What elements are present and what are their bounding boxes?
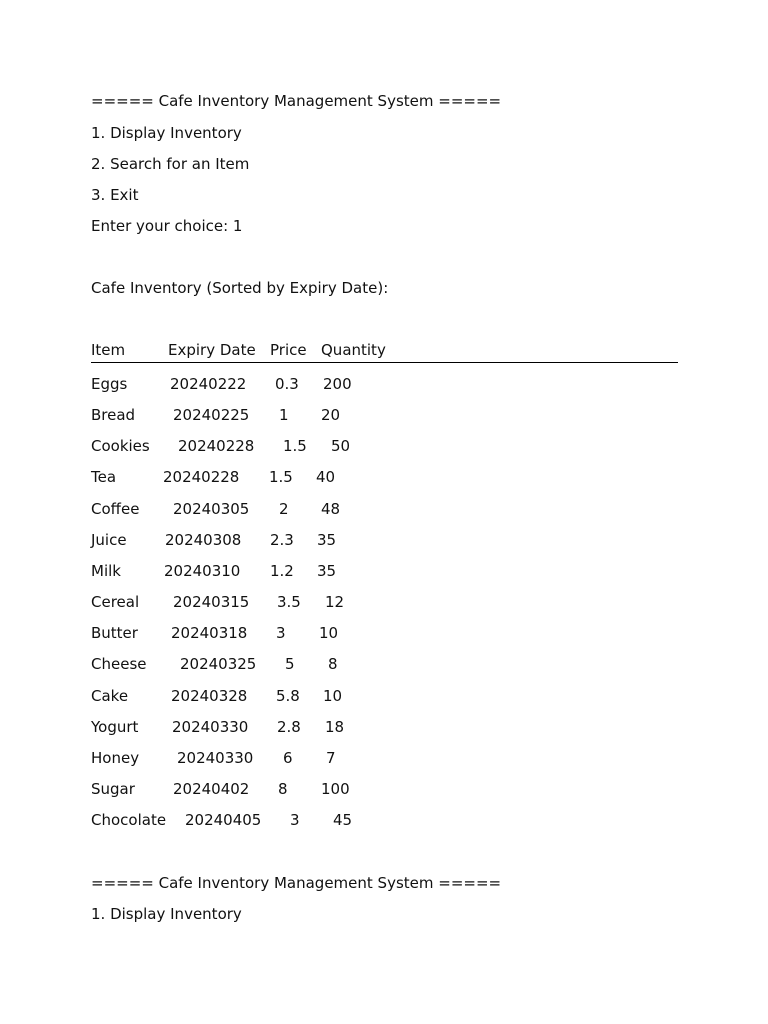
cell-price: 5 <box>285 655 295 673</box>
cell-qty: 20 <box>321 406 341 424</box>
cell-qty: 100 <box>321 780 350 798</box>
table-row <box>91 593 411 611</box>
cell-expiry: 20240328 <box>171 687 248 705</box>
cell-price: 1 <box>279 406 289 424</box>
cell-qty: 35 <box>317 531 337 549</box>
menu-option-display-repeat: 1. Display Inventory <box>91 905 242 923</box>
cell-expiry: 20240222 <box>170 375 247 393</box>
cell-item: Tea <box>91 468 117 486</box>
header-divider <box>91 362 678 363</box>
column-header-quantity: Quantity <box>321 341 386 359</box>
cell-qty: 8 <box>328 655 338 673</box>
cell-price: 5.8 <box>276 687 300 705</box>
table-row <box>91 500 411 518</box>
cell-price: 1.5 <box>269 468 293 486</box>
cell-item: Milk <box>91 562 121 580</box>
menu-option-search: 2. Search for an Item <box>91 155 250 173</box>
table-header <box>91 341 411 359</box>
cell-item: Cheese <box>91 655 147 673</box>
cell-qty: 50 <box>331 437 351 455</box>
cell-qty: 7 <box>326 749 336 767</box>
cell-item: Honey <box>91 749 140 767</box>
cell-price: 2.3 <box>270 531 294 549</box>
column-header-price: Price <box>270 341 307 359</box>
choice-prompt: Enter your choice: 1 <box>91 217 243 235</box>
cell-qty: 45 <box>333 811 353 829</box>
cell-item: Juice <box>91 531 127 549</box>
table-row <box>91 780 411 798</box>
table-row <box>91 562 411 580</box>
cell-qty: 18 <box>325 718 345 736</box>
cell-expiry: 20240325 <box>180 655 257 673</box>
cell-item: Butter <box>91 624 138 642</box>
table-row <box>91 531 411 549</box>
cell-price: 0.3 <box>275 375 299 393</box>
cell-expiry: 20240330 <box>177 749 254 767</box>
cell-qty: 40 <box>316 468 336 486</box>
cell-qty: 10 <box>319 624 339 642</box>
cell-item: Eggs <box>91 375 128 393</box>
menu-title: ===== Cafe Inventory Management System ===== <box>91 92 502 110</box>
cell-expiry: 20240308 <box>165 531 242 549</box>
cell-price: 2.8 <box>277 718 301 736</box>
table-row <box>91 437 411 455</box>
cell-item: Chocolate <box>91 811 167 829</box>
cell-item: Yogurt <box>91 718 139 736</box>
cell-qty: 48 <box>321 500 341 518</box>
cell-item: Sugar <box>91 780 135 798</box>
cell-price: 3 <box>290 811 300 829</box>
inventory-heading: Cafe Inventory (Sorted by Expiry Date): <box>91 279 389 297</box>
cell-expiry: 20240310 <box>164 562 241 580</box>
cell-price: 6 <box>283 749 293 767</box>
menu-title-repeat: ===== Cafe Inventory Management System ===== <box>91 874 502 892</box>
cell-price: 8 <box>278 780 288 798</box>
cell-item: Cake <box>91 687 129 705</box>
table-row <box>91 406 411 424</box>
cell-item: Bread <box>91 406 136 424</box>
cell-price: 3.5 <box>277 593 301 611</box>
table-row <box>91 375 411 393</box>
cell-item: Coffee <box>91 500 140 518</box>
table-row <box>91 655 411 673</box>
table-row <box>91 468 411 486</box>
table-row <box>91 718 411 736</box>
cell-expiry: 20240405 <box>185 811 262 829</box>
table-row <box>91 624 411 642</box>
cell-price: 1.2 <box>270 562 294 580</box>
column-header-expiry: Expiry Date <box>168 341 256 359</box>
cell-price: 3 <box>276 624 286 642</box>
cell-expiry: 20240305 <box>173 500 250 518</box>
menu-option-display: 1. Display Inventory <box>91 124 242 142</box>
cell-qty: 35 <box>317 562 337 580</box>
cell-qty: 10 <box>323 687 343 705</box>
cell-price: 2 <box>279 500 289 518</box>
cell-expiry: 20240315 <box>173 593 250 611</box>
cell-qty: 200 <box>323 375 352 393</box>
cell-expiry: 20240330 <box>172 718 249 736</box>
cell-qty: 12 <box>325 593 345 611</box>
cell-item: Cookies <box>91 437 150 455</box>
table-row <box>91 811 411 829</box>
cell-expiry: 20240228 <box>178 437 255 455</box>
cell-expiry: 20240228 <box>163 468 240 486</box>
cell-expiry: 20240402 <box>173 780 250 798</box>
table-row <box>91 687 411 705</box>
cell-price: 1.5 <box>283 437 307 455</box>
column-header-item: Item <box>91 341 126 359</box>
cell-expiry: 20240318 <box>171 624 248 642</box>
cell-item: Cereal <box>91 593 140 611</box>
menu-option-exit: 3. Exit <box>91 186 139 204</box>
table-row <box>91 749 411 767</box>
cell-expiry: 20240225 <box>173 406 250 424</box>
